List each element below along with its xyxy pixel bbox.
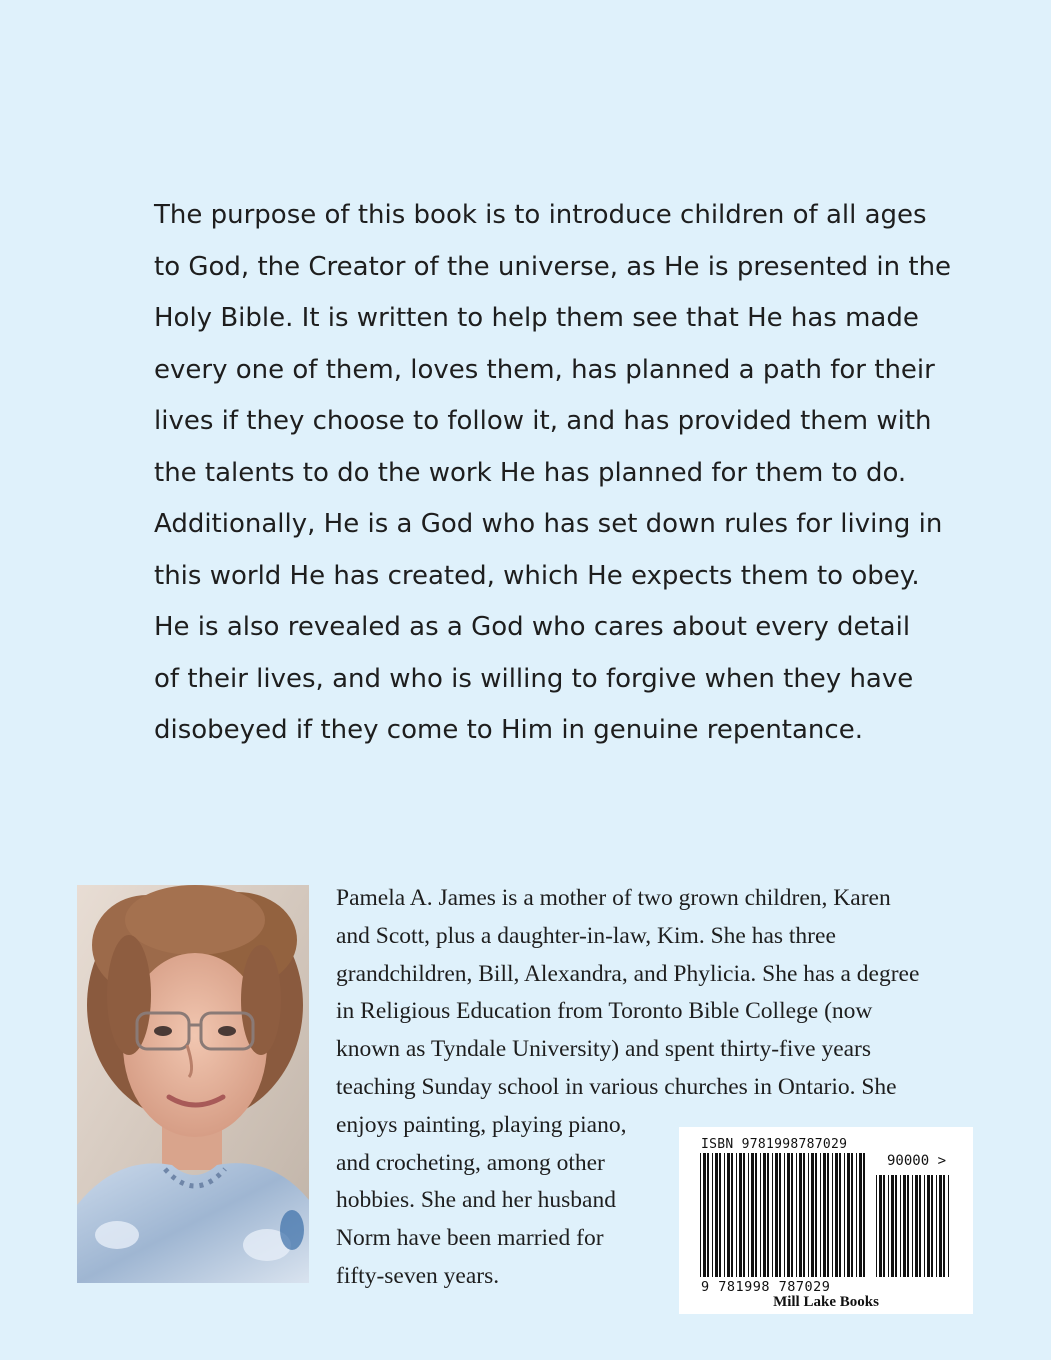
- barcode-stripe: [803, 1153, 805, 1277]
- barcode-stripe: [820, 1153, 821, 1277]
- barcode-stripe: [731, 1153, 733, 1277]
- barcode-stripe: [763, 1153, 766, 1277]
- publisher-name: Mill Lake Books: [773, 1294, 879, 1310]
- book-description: [154, 190, 952, 757]
- barcode-stripe: [719, 1153, 721, 1277]
- description-line: Additionally, He is a God who has set down rules for living in: [154, 509, 943, 539]
- description-line: Holy Bible. It is written to help them see that He has made: [154, 303, 919, 333]
- description-line: this world He has created, which He expects them to obey.: [154, 560, 920, 591]
- barcode-stripe: [760, 1153, 761, 1277]
- barcode-icon: [700, 1153, 952, 1279]
- barcode-stripe: [743, 1153, 745, 1277]
- bio-line: and Scott, plus a daughter-in-law, Kim. She has three: [336, 922, 836, 949]
- bio-line: fifty-seven years.: [336, 1262, 500, 1289]
- barcode-stripe: [739, 1153, 742, 1277]
- bio-line: Norm have been married for: [336, 1225, 604, 1252]
- barcode-stripe: [844, 1153, 845, 1277]
- barcode-stripe: [779, 1153, 781, 1277]
- barcode-stripe: [827, 1153, 829, 1277]
- barcode-stripe: [784, 1153, 785, 1277]
- barcode-stripe: [772, 1153, 773, 1277]
- description-line: disobeyed if they come to Him in genuine repentance.: [154, 715, 863, 745]
- bio-line: known as Tyndale University) and spent thirty-five years: [336, 1036, 872, 1063]
- description-line: lives if they choose to follow it, and has provided them with: [154, 406, 932, 436]
- bio-line: and crocheting, among other: [336, 1149, 605, 1176]
- bio-line: Pamela A. James is a mother of two grown children, Karen: [336, 885, 891, 911]
- barcode-stripe: [799, 1153, 802, 1277]
- description-line: to God, the Creator of the universe, as He is presented in the: [154, 251, 952, 282]
- barcode-stripe: [900, 1175, 901, 1277]
- barcode-stripe: [767, 1153, 769, 1277]
- barcode-stripe: [915, 1175, 918, 1277]
- barcode-stripe: [907, 1175, 909, 1277]
- barcode-stripe: [895, 1175, 897, 1277]
- bio-line: hobbies. She and her husband: [336, 1187, 616, 1214]
- isbn-label: ISBN 9781998787029: [701, 1137, 848, 1152]
- barcode-stripe: [879, 1175, 882, 1277]
- barcode-stripe: [924, 1175, 925, 1277]
- barcode-stripe: [888, 1175, 889, 1277]
- barcode-stripe: [927, 1175, 930, 1277]
- barcode-stripe: [847, 1153, 850, 1277]
- barcode-stripe: [707, 1153, 709, 1277]
- barcode-stripe: [823, 1153, 826, 1277]
- barcode-stripe: [736, 1153, 737, 1277]
- barcode-stripe: [876, 1175, 877, 1277]
- bio-line: grandchildren, Bill, Alexandra, and Phylicia. She has a degree: [336, 960, 920, 987]
- description-line: every one of them, loves them, has planned a path for their: [154, 354, 935, 385]
- barcode-stripe: [715, 1153, 718, 1277]
- price-code: 90000 >: [887, 1153, 947, 1169]
- barcode-stripe: [796, 1153, 797, 1277]
- description-line: He is also revealed as a God who cares about every detail: [154, 612, 911, 642]
- description-line: the talents to do the work He has planned for them to do.: [154, 457, 907, 488]
- author-photo: [77, 885, 309, 1283]
- barcode-stripe: [863, 1153, 865, 1277]
- bio-line: enjoys painting, playing piano,: [336, 1111, 627, 1138]
- barcode-stripe: [751, 1153, 754, 1277]
- barcode-stripe: [948, 1175, 949, 1277]
- barcode-stripe: [727, 1153, 730, 1277]
- bio-line: teaching Sunday school in various churches in Ontario. She: [336, 1073, 897, 1100]
- author-portrait-icon: [77, 885, 309, 1283]
- barcode-stripe: [943, 1175, 945, 1277]
- barcode-stripe: [724, 1153, 725, 1277]
- bio-line: in Religious Education from Toronto Bible College (now: [336, 998, 873, 1025]
- barcode-stripe: [815, 1153, 817, 1277]
- barcode-stripe: [755, 1153, 757, 1277]
- barcode-stripe: [712, 1153, 713, 1277]
- barcode-stripe: [912, 1175, 913, 1277]
- isbn-digits: 9 781998 787029: [701, 1279, 831, 1295]
- barcode-stripe: [791, 1153, 793, 1277]
- barcode-stripe: [859, 1153, 862, 1277]
- barcode-stripe: [891, 1175, 894, 1277]
- barcode-stripe: [748, 1153, 749, 1277]
- barcode-stripe: [903, 1175, 906, 1277]
- barcode-stripe: [883, 1175, 885, 1277]
- barcode-stripe: [808, 1153, 809, 1277]
- barcode-stripe: [835, 1153, 838, 1277]
- isbn-barcode: [679, 1127, 973, 1314]
- description-line: The purpose of this book is to introduce children of all ages: [154, 200, 927, 230]
- barcode-stripe: [939, 1175, 942, 1277]
- barcode-stripe: [703, 1153, 706, 1277]
- barcode-stripe: [856, 1153, 857, 1277]
- barcode-stripe: [936, 1175, 937, 1277]
- barcode-stripe: [851, 1153, 853, 1277]
- barcode-stripe: [700, 1153, 701, 1277]
- barcode-stripe: [811, 1153, 814, 1277]
- barcode-stripe: [931, 1175, 933, 1277]
- description-line: of their lives, and who is willing to forgive when they have: [154, 663, 914, 694]
- barcode-stripe: [787, 1153, 790, 1277]
- barcode-stripe: [839, 1153, 841, 1277]
- barcode-stripe: [919, 1175, 921, 1277]
- barcode-stripe: [775, 1153, 778, 1277]
- barcode-stripe: [832, 1153, 833, 1277]
